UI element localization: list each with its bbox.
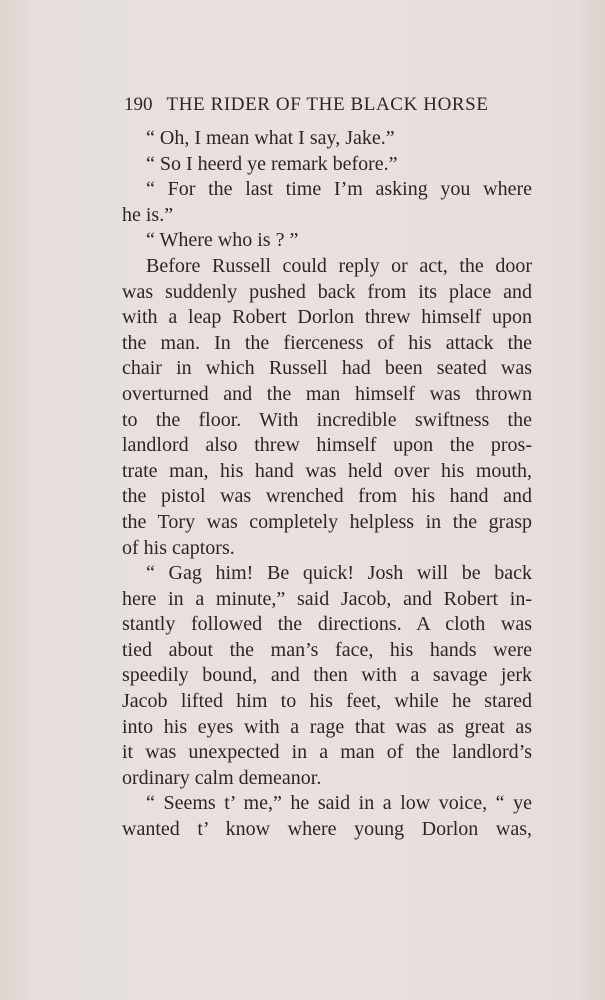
text-line: stantly followed the directions. A cloth was xyxy=(122,613,532,636)
page-number: 190 xyxy=(124,94,153,115)
text-line: “ Oh, I mean what I say, Jake.” xyxy=(146,127,395,149)
text-line: chair in which Russell had been seated was xyxy=(122,357,532,380)
text-line: Jacob lifted him to his feet, while he stared xyxy=(122,690,532,713)
text-line: into his eyes with a rage that was as great as xyxy=(122,715,532,738)
running-header xyxy=(124,94,534,116)
text-line: trate man, his hand was held over his mouth, xyxy=(122,459,532,482)
text-line: of his captors. xyxy=(122,536,235,559)
text-line: “ Gag him! Be quick! Josh will be back xyxy=(146,562,532,585)
body-text xyxy=(122,126,532,843)
text-line: to the floor. With incredible swiftness the xyxy=(122,408,532,431)
text-line: speedily bound, and then with a savage jerk xyxy=(122,664,532,687)
text-line: wanted t’ know where young Dorlon was, xyxy=(122,818,532,841)
text-line: here in a minute,” said Jacob, and Robert in- xyxy=(122,587,532,610)
text-line: the man. In the fierceness of his attack the xyxy=(122,331,532,354)
text-line: with a leap Robert Dorlon threw himself upon xyxy=(122,306,532,329)
text-line: “ Seems t’ me,” he said in a low voice, “ ye xyxy=(146,792,532,815)
text-line: “ For the last time I’m asking you where xyxy=(146,178,532,201)
text-line: it was unexpected in a man of the landlord’s xyxy=(122,741,532,764)
text-line: landlord also threw himself upon the pros- xyxy=(122,434,532,457)
text-line: Before Russell could reply or act, the door xyxy=(146,254,532,277)
text-line: the pistol was wrenched from his hand and xyxy=(122,485,532,508)
text-line: ordinary calm demeanor. xyxy=(122,766,322,789)
text-line: “ So I heerd ye remark before.” xyxy=(146,152,398,175)
text-line: he is.” xyxy=(122,203,174,226)
text-line: tied about the man’s face, his hands were xyxy=(122,638,532,661)
running-title: THE RIDER OF THE BLACK HORSE xyxy=(166,94,489,115)
text-line: the Tory was completely helpless in the grasp xyxy=(122,510,532,533)
text-line: “ Where who is ? ” xyxy=(146,229,299,252)
text-line: was suddenly pushed back from its place and xyxy=(122,280,532,303)
text-line: overturned and the man himself was thrown xyxy=(122,382,532,405)
